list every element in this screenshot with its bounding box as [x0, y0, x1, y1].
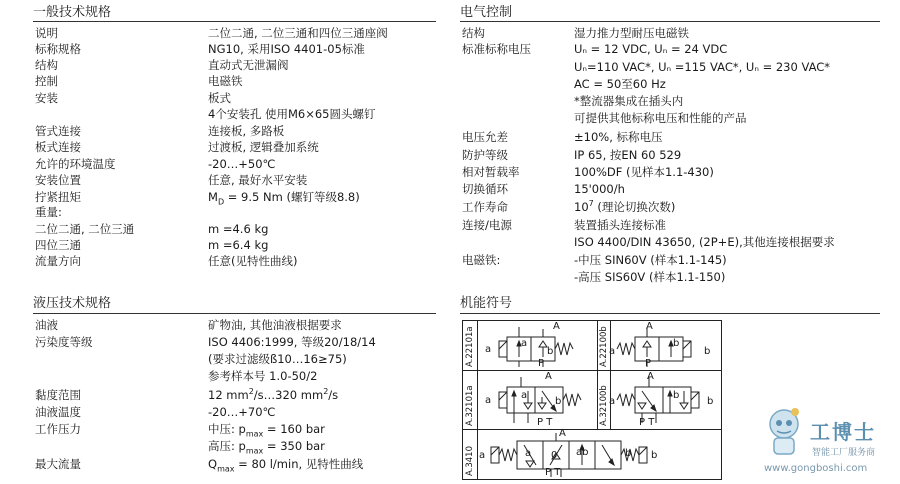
spec-value: -高压 SIS60V (样本1.1-150) — [574, 270, 726, 284]
spec-label: 最大流量 — [35, 457, 81, 471]
solenoid-a-label: a — [521, 390, 528, 401]
spec-value: ±10%, 标称电压 — [574, 130, 663, 144]
spec-label: 黏度范围 — [35, 388, 81, 402]
spec-value: (要求过滤级ß10…16≥75) — [208, 352, 347, 366]
spec-value: -中压 SIN60V (样本1.1-145) — [574, 253, 727, 267]
spec-value: 连接板, 多路板 — [208, 124, 285, 138]
solenoid-b-label: b — [673, 390, 680, 401]
port-a-label: A — [647, 371, 654, 382]
port-pt-label: P T — [639, 417, 655, 428]
symbol-code: A.22100b — [599, 326, 609, 367]
spec-value: 板式 — [208, 91, 231, 105]
spec-value: $Q_{max} = 80$ l/min, 见特性曲线 — [208, 457, 364, 474]
spec-label: 相对暂载率 — [462, 165, 520, 179]
solenoid-b-label: b — [707, 396, 714, 407]
symbols-section-title: 机能符号 — [460, 296, 513, 311]
zero-position-label: 0 — [551, 450, 558, 461]
port-a-label: A — [559, 428, 566, 439]
port-a-label: A — [646, 321, 653, 332]
solenoid-a-label: a — [609, 346, 616, 357]
spec-label: 标称规格 — [35, 42, 81, 56]
spec-value: m =4.6 kg — [208, 222, 269, 236]
spec-label: 防护等级 — [462, 148, 508, 162]
solenoid-b-label: b — [547, 346, 554, 357]
valve-symbol-a3410 — [481, 433, 719, 477]
spec-value: ISO 4400/DIN 43650, (2P+E),其他连接根据要求 — [574, 235, 835, 249]
spec-value: Uₙ=110 VAC*, Uₙ =115 VAC*, Uₙ = 230 VAC* — [574, 60, 831, 74]
spec-value: 装置插头连接标准 — [574, 218, 666, 232]
solenoid-a-label: a — [485, 395, 492, 406]
spec-label: 连接/电源 — [462, 218, 512, 232]
electrical-section-title: 电气控制 — [460, 5, 513, 20]
spec-label: 污染度等级 — [35, 335, 93, 349]
valve-symbol-a32100b — [615, 377, 715, 423]
spec-label: 标准标称电压 — [462, 42, 531, 56]
spec-label: 切换循环 — [462, 182, 508, 196]
spec-label: 油液温度 — [35, 405, 81, 419]
spec-value: 100%DF (见样本1.1-430) — [574, 165, 714, 179]
ab-position-label: ab — [576, 447, 589, 458]
port-p-label: P — [645, 358, 652, 369]
solenoid-b-label: b — [673, 338, 680, 349]
spec-value: 12 $mm^2/s\dots 320$ $mm^2/s$ — [208, 387, 339, 402]
valve-symbol-a22101a — [483, 327, 591, 367]
solenoid-b-label: b — [625, 448, 632, 459]
symbols-section-rule — [460, 313, 880, 314]
spec-value: NG10, 采用ISO 4401-05标准 — [208, 42, 365, 56]
symbol-code: A.32100b — [599, 385, 609, 426]
spec-value: 15'000/h — [574, 182, 625, 196]
solenoid-b-label: b — [704, 346, 711, 357]
spec-value: 中压: $p_{max} = 160$ bar — [208, 422, 325, 439]
spec-value: 直动式无泄漏阀 — [208, 58, 289, 72]
spec-label: 四位三通 — [35, 238, 81, 252]
spec-value: 过渡板, 逻辑叠加系统 — [208, 140, 319, 154]
spec-value: 二位二通, 二位三通和四位三通座阀 — [208, 26, 388, 40]
port-a-label: A — [545, 371, 552, 382]
spec-label: 板式连接 — [35, 140, 81, 154]
robot-mascot-icon — [762, 406, 806, 460]
spec-label: 拧紧扭矩 — [35, 190, 81, 204]
spec-label: 电压允差 — [462, 130, 508, 144]
spec-value: -20…+70℃ — [208, 405, 276, 419]
spec-label: 工作寿命 — [462, 200, 508, 214]
spec-value: 4个安装孔 使用M6×65圆头螺钉 — [208, 107, 376, 121]
spec-value: 任意(见特性曲线) — [208, 254, 298, 268]
spec-label: 控制 — [35, 74, 58, 88]
port-pt-label: P T — [545, 467, 561, 478]
spec-value: 参考样本号 1.0-50/2 — [208, 369, 318, 383]
spec-value: -20…+50℃ — [208, 157, 276, 171]
spec-label: 安装位置 — [35, 173, 81, 187]
symbol-code: A.3410 — [465, 446, 475, 476]
spec-label: 流量方向 — [35, 254, 81, 268]
spec-label: 管式连接 — [35, 124, 81, 138]
spec-label: 结构 — [35, 58, 58, 72]
valve-symbol-a22100b — [615, 327, 715, 367]
spec-value: 高压: $p_{max} = 350$ bar — [208, 439, 325, 456]
solenoid-a-label: a — [609, 396, 616, 407]
hydraulic-section-title: 液压技术规格 — [33, 296, 112, 311]
spec-value: 可提供其他标称电压和性能的产品 — [574, 111, 747, 125]
spec-label: 二位二通, 二位三通 — [35, 222, 135, 236]
spec-label: 重量: — [35, 205, 62, 219]
spec-value: $10^7$ (理论切换次数) — [574, 199, 676, 214]
spec-label: 安装 — [35, 91, 58, 105]
spec-value: 湿力推力型耐压电磁铁 — [574, 26, 689, 40]
spec-value: m =6.4 kg — [208, 238, 269, 252]
spec-label: 说明 — [35, 26, 58, 40]
spec-value: *整流器集成在插头内 — [574, 94, 684, 108]
watermark-url: www.gongboshi.com — [764, 463, 868, 474]
port-pt-label: P T — [537, 417, 553, 428]
spec-value: IP 65, 按EN 60 529 — [574, 148, 682, 162]
solenoid-a-label: a — [521, 338, 528, 349]
spec-label: 电磁铁: — [462, 253, 501, 267]
electrical-section-rule — [460, 21, 880, 22]
spec-value: $M_D = 9.5$ Nm (螺钉等级8.8) — [208, 190, 360, 207]
solenoid-b-label: b — [555, 396, 562, 407]
spec-label: 油液 — [35, 318, 58, 332]
watermark-brand: 工博士 — [810, 420, 876, 444]
symbol-code: A.22101a — [465, 326, 475, 367]
spec-label: 工作压力 — [35, 422, 81, 436]
solenoid-b-label: b — [651, 450, 658, 461]
solenoid-a-label: a — [525, 448, 532, 459]
spec-value: AC = 50至60 Hz — [574, 77, 666, 91]
spec-value: 任意, 最好水平安装 — [208, 173, 308, 187]
spec-value: 电磁铁 — [208, 74, 243, 88]
port-a-label: A — [553, 321, 560, 332]
spec-value: 矿物油, 其他油液根据要求 — [208, 318, 342, 332]
spec-label: 结构 — [462, 26, 485, 40]
general-section-title: 一般技术规格 — [33, 5, 112, 20]
general-section-rule — [33, 21, 436, 22]
solenoid-a-label: a — [479, 450, 486, 461]
spec-value: ISO 4406:1999, 等级20/18/14 — [208, 335, 376, 349]
spec-value: Uₙ = 12 VDC, Uₙ = 24 VDC — [574, 42, 728, 56]
symbol-code: A.32101a — [465, 385, 475, 426]
port-p-label: P — [538, 358, 545, 369]
watermark — [760, 400, 900, 484]
spec-label: 允许的环境温度 — [35, 157, 116, 171]
hydraulic-section-rule — [33, 313, 436, 314]
solenoid-a-label: a — [485, 344, 492, 355]
watermark-tagline: 智能工厂服务商 — [812, 448, 876, 458]
symbols-diagram — [462, 320, 722, 480]
